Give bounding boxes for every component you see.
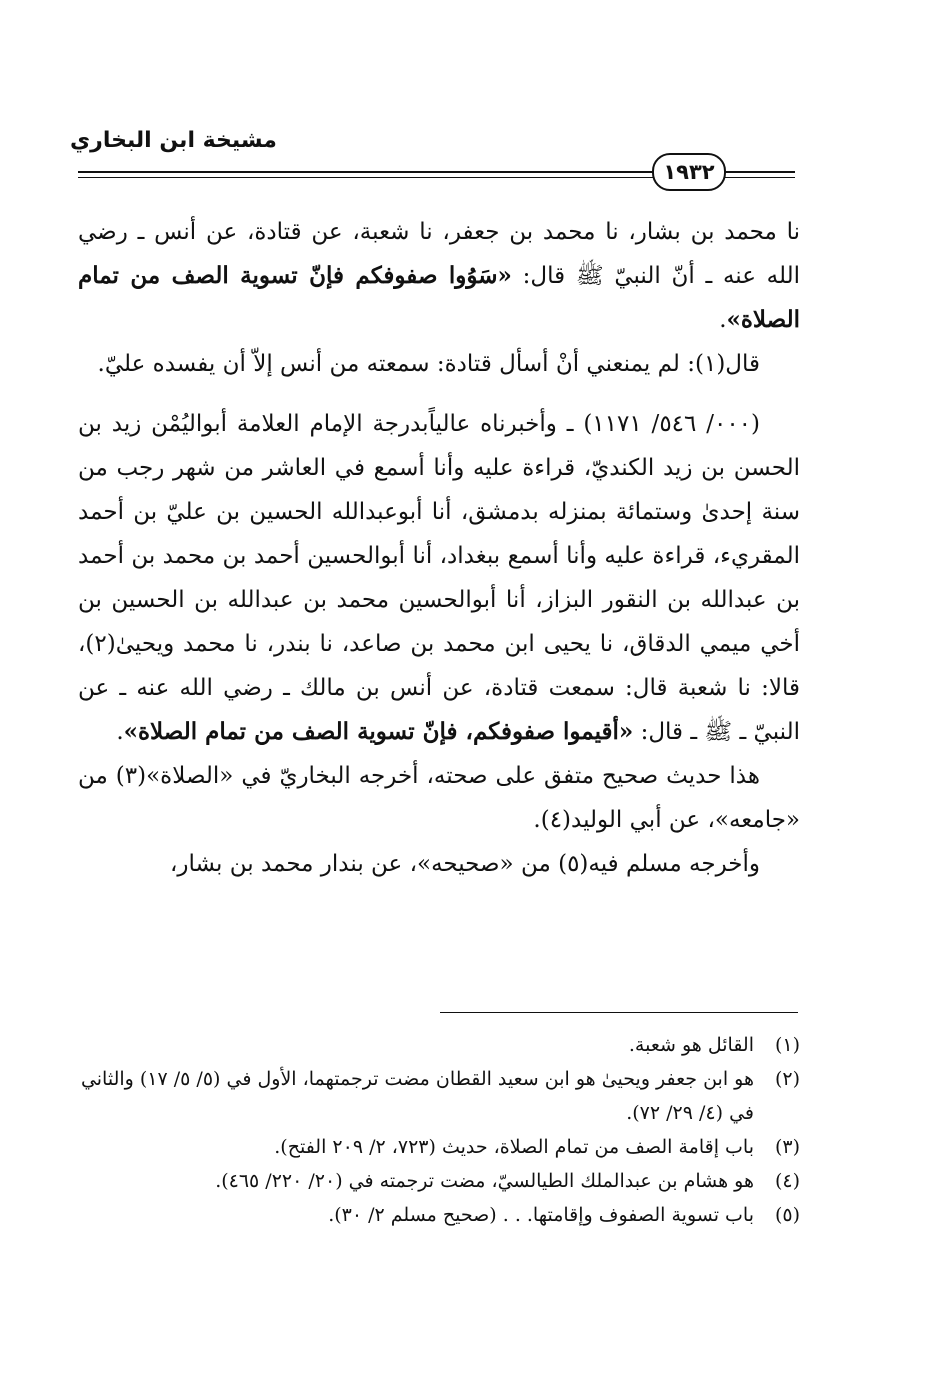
footnotes — [78, 1028, 800, 1232]
footnote-text: هو هشام بن عبدالملك الطيالسيّ، مضت ترجمته في (٢٠/ ٢٢٠/ ٤٦٥). — [215, 1170, 754, 1192]
paragraph-3-text: (٠٠٠/ ٥٤٦/ ١١٧١) ـ وأخبرناه عالياًبدرجة الإمام العلامة أبواليُمْن زيد بن الحسن بن زيد الكنديّ، قراءة عليه وأنا أسمع في العاشر من شهر رجب من سنة إحدىٰ وستمائة بمنزله بدمشق، أنا أبوعبدالله الحسين بن عليّ بن أحمد المقريء، قراءة عليه وأنا أسمع ببغداد، أنا أبوالحسين أحمد بن محمد بن أحمد بن عبدالله بن النقور البزاز، أنا أبوالحسين محمد بن عبدالله بن الحسين بن أخي ميمي الدقاق، نا يحيى ابن محمد بن صاعد، نا بندر، نا محمد ويحيىٰ(٢)، قالا: نا شعبة قال: سمعت قتادة، عن أنس بن مالك ـ رضي الله عنه ـ عن النبيّ ـ ﷺ ـ قال: — [78, 411, 800, 745]
footnote-number: (٢) — [774, 1068, 800, 1090]
hadith-quote-2: «أقيموا صفوفكم، فإنّ تسوية الصف من تمام الصلاة» — [123, 718, 634, 745]
hadith-quote-1: «سَوُوا صفوفكم فإنّ تسوية الصف من تمام الصلاة» — [78, 262, 800, 333]
footnote — [78, 1164, 800, 1198]
paragraph-1 — [78, 210, 800, 342]
paragraph-4: هذا حديث صحيح متفق على صحته، أخرجه البخاريّ في «الصلاة»(٣) من «جامعه»، عن أبي الوليد(٤). — [78, 763, 800, 833]
footnote-number: (١) — [774, 1034, 800, 1056]
paragraph-3-end: . — [116, 719, 124, 745]
footnote — [78, 1028, 800, 1062]
footnote-number: (٣) — [774, 1136, 800, 1158]
running-header-title: مشيخة ابن البخاري — [70, 128, 277, 153]
page-number: ١٩٣٢ — [652, 153, 726, 191]
paragraph-3 — [78, 402, 800, 754]
footnote-separator — [440, 1012, 798, 1013]
paragraph-1-end: . — [719, 307, 727, 333]
footnote — [78, 1198, 800, 1232]
footnote-text: باب تسوية الصفوف وإقامتها. . . (صحيح مسلم ٢/ ٣٠). — [328, 1204, 754, 1226]
footnote-text: القائل هو شعبة. — [628, 1034, 754, 1056]
paragraph-5: وأخرجه مسلم فيه(٥) من «صحيحه»، عن بندار محمد بن بشار، — [169, 851, 760, 877]
footnote — [78, 1062, 800, 1130]
footnote-text: هو ابن جعفر ويحيىٰ هو ابن سعيد القطان مضت ترجمتهما، الأول في (٥/ ٥/ ١٧) والثاني في (٤/ ٢٩/ ٧٢). — [80, 1068, 754, 1124]
main-text — [78, 210, 800, 886]
footnote-number: (٥) — [774, 1204, 800, 1226]
footnote-number: (٤) — [774, 1170, 800, 1192]
footnote-text: باب إقامة الصف من تمام الصلاة، حديث (٧٢٣، ٢/ ٢٠٩ الفتح). — [274, 1136, 754, 1158]
footnote — [78, 1130, 800, 1164]
paragraph-2: قال(١): لم يمنعني أنْ أسأل قتادة: سمعته من أنس إلاّ أن يفسده عليّ. — [97, 351, 760, 377]
paragraph-1-text: نا محمد بن بشار، نا محمد بن جعفر، نا شعبة، عن قتادة، عن أنس ـ رضي الله عنه ـ أنّ النبيّ ﷺ قال: — [78, 219, 800, 289]
